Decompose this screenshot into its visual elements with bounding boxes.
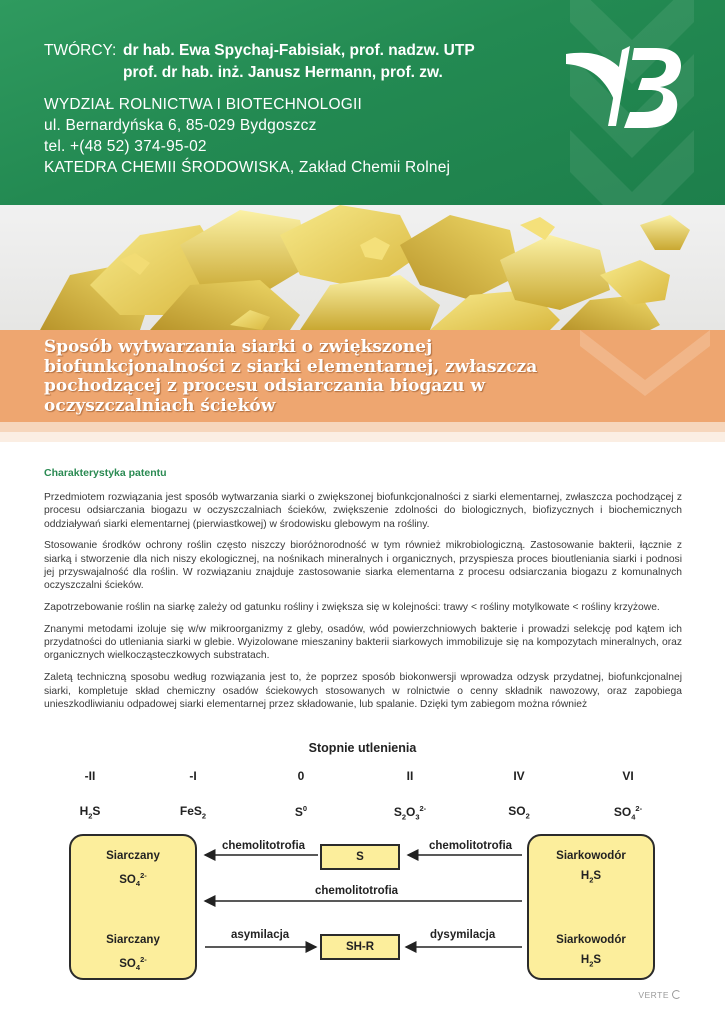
sulfur-photo <box>0 205 725 330</box>
paragraph-1: Przedmiotem rozwiązania jest sposób wytwarzania siarki o zwiększonej biofunkcjonalności z siarki elementarnej, zwłaszcza pochodzącej z procesu odsiarczania biogazu w oczyszczalniach ścieków, zwiększenie zdolności do biologicznych, biofizycznych i biochemicznych oddziaływań siarki elementarnej (pierwiastkowej) w środowisku glebowym na rośliny. <box>44 492 682 530</box>
species-h2s: $H_2S$ <box>79 804 101 821</box>
sh-r-box-label: SH-R <box>345 941 375 953</box>
title-chevron-decoration <box>570 330 725 432</box>
sulfates-label-bottom: Siarczany <box>106 934 160 946</box>
header-banner <box>0 0 725 205</box>
main-content <box>44 467 682 720</box>
phone: tel. +(48 52) 374-95-02 <box>44 138 207 155</box>
paragraph-4: Znanymi metodami izoluje się w/w mikroorganizmy z gleby, osadów, wód powierzchniowych bakterie i prowadzi selekcję pod kątem ich przydatności do utleniania siarki w glebie. Wyizolowane mieszaniny bakterii siarkowych immobilizuje się na kompozytach mineralnych, oraz organicznych wielkocząsteczkowych substratach. <box>44 623 682 662</box>
sulfur-box-label: S <box>356 851 364 863</box>
institution-info <box>44 94 475 178</box>
title-band-lower-stripe <box>0 422 725 432</box>
level-minus-1: -I <box>189 769 197 783</box>
sulfates-box <box>69 834 197 980</box>
species-s0: $S^0$ <box>294 804 308 819</box>
creators <box>44 40 475 84</box>
level-6: VI <box>622 769 634 783</box>
sulfur-crystals-image <box>0 205 725 330</box>
species-fes2: FeS$_2$ <box>179 804 207 821</box>
creator-1: dr hab. Ewa Spychaj-Fabisiak, prof. nadzw. UTP <box>123 42 475 59</box>
label-asymilacja: asymilacja <box>231 929 290 941</box>
species-so2: $SO_2$ <box>508 804 530 821</box>
creators-label: TWÓRCY: <box>44 42 117 59</box>
paragraph-3: Zapotrzebowanie roślin na siarkę zależy od gatunku rośliny i zwiększa się w kolejności: trawy < rośliny motylkowate < rośliny krzyżowe. <box>44 602 660 614</box>
sh-r-box <box>320 934 400 960</box>
hydrogen-sulfide-box <box>527 834 655 980</box>
level-minus-2: -II <box>84 769 96 783</box>
turn-page-icon <box>672 990 681 999</box>
paragraph-5: Zaletą techniczną sposobu według rozwiązania jest to, że poprzez sposób biokonwersji wprowadza odzysk przydatnej, biofunkcjonalnej siarki, kompletuje skład chemiczny osadów ściekowych stosowanych w rolnictwie o cenny składnik nawozowy, oraz zapobiega unieszkodliwianiu odpadowej siarki elementarnej przez składowanie, lub spalanie. Dzięki tym zabiegom można również <box>44 672 682 710</box>
species-s2o3: $S_2O_3^{2-}$ <box>393 804 427 822</box>
title-band-shadow <box>0 432 725 442</box>
label-chemolitotrofia-middle: chemolitotrofia <box>315 885 399 897</box>
faculty-name: WYDZIAŁ ROLNICTWA I BIOTECHNOLOGII <box>44 96 362 113</box>
oxidation-diagram <box>0 738 725 1008</box>
paragraph-2: Stosowanie środków ochrony roślin często niszczy bioróżnorodność w tym również mikrobiologiczną. Zastosowanie bakterii, łącznie z siarką i stworzenie dla nich niszy ekologicznej, na nośnikach mineralnych i organicznych, przyspiesza proces bioutleniania siarki i podnosi jej przyswajalność dla roślin. W rozwiązaniu znajduje zastosowanie siarka elementarna z procesu odsiarczania biogazu z komunalnych oczyszczalni ścieków. <box>44 540 682 592</box>
verte-label: VERTE <box>638 990 681 1000</box>
university-logo <box>564 42 694 132</box>
h2s-formula-top: $H_2S$ <box>580 870 602 885</box>
h2s-label-top: Siarkowodór <box>556 850 626 862</box>
species-so4: $SO_4^{2-}$ <box>613 804 643 822</box>
sulfates-formula-bottom: $SO_4^{2-}$ <box>119 955 147 973</box>
sulfur-box <box>320 844 400 870</box>
level-4: IV <box>513 769 525 783</box>
level-0: 0 <box>297 769 305 783</box>
label-chemolitotrofia-top-right: chemolitotrofia <box>429 840 513 852</box>
header-text <box>44 40 475 178</box>
diagram-title: Stopnie utlenienia <box>308 741 417 755</box>
department: KATEDRA CHEMII ŚRODOWISKA, Zakład Chemii Rolnej <box>44 159 451 176</box>
title-band <box>0 330 725 432</box>
sulfates-label-top: Siarczany <box>106 850 160 862</box>
h2s-label-bottom: Siarkowodór <box>556 934 626 946</box>
h2s-formula-bottom: $H_2S$ <box>580 954 602 969</box>
creator-2: prof. dr hab. inż. Janusz Hermann, prof. zw. <box>123 64 443 81</box>
level-2: II <box>406 769 414 783</box>
address: ul. Bernardyńska 6, 85-029 Bydgoszcz <box>44 117 317 134</box>
section-heading: Charakterystyka patentu <box>44 467 167 479</box>
label-dysymilacja: dysymilacja <box>430 929 496 941</box>
label-chemolitotrofia-top-left: chemolitotrofia <box>222 840 306 852</box>
patent-title: Sposób wytwarzania siarki o zwiększonej biofunkcjonalności z siarki elementarnej, zwłaszcza pochodzącej z procesu odsiarczania biogazu w oczyszczalniach ścieków <box>44 337 538 416</box>
sulfates-formula-top: $SO_4^{2-}$ <box>119 871 147 889</box>
